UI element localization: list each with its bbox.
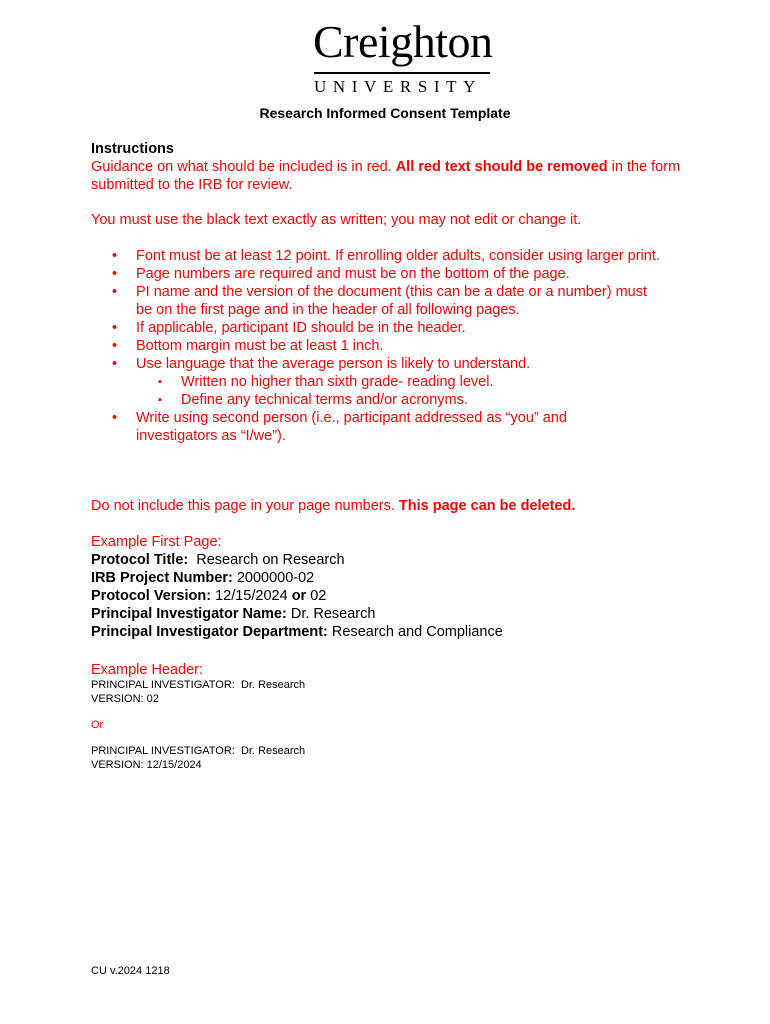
instructions-heading: Instructions (91, 141, 174, 157)
irb-number-label: IRB Project Number: (91, 570, 233, 586)
protocol-title-value: Research on Research (188, 552, 345, 568)
guidance-bullet-list (91, 247, 671, 445)
example-header-2 (91, 745, 305, 772)
bullet-item: • Bottom margin must be at least 1 inch. (91, 337, 671, 355)
page-note (91, 497, 691, 515)
logo-wordmark: Creighton (313, 16, 493, 67)
irb-number-line (91, 569, 691, 587)
example-header-heading: Example Header: (91, 662, 204, 678)
protocol-version-or: or (291, 588, 307, 604)
example-header-or: Or (91, 719, 104, 731)
header-pi-line: PRINCIPAL INVESTIGATOR: Dr. Research (91, 745, 306, 757)
page-note-emphasis: This page can be deleted. (398, 498, 576, 514)
sub-bullet-item: ▪ Define any technical terms and/or acronyms. (136, 391, 671, 409)
pi-name-value: Dr. Research (286, 606, 376, 622)
protocol-version-label: Protocol Version: (91, 588, 212, 604)
example-header-1 (91, 679, 305, 706)
page-note-text: Do not include this page in your page numbers. (91, 498, 399, 514)
bullet-item: • Write using second person (i.e., participant addressed as “you” and investigators as “I/we”). (91, 409, 671, 445)
guidance-emphasis: All red text should be removed (395, 159, 608, 175)
pi-department-label: Principal Investigator Department: (91, 624, 328, 640)
guidance-tail: in the form submitted to the IRB for review. (91, 159, 681, 193)
protocol-version-line (91, 587, 691, 605)
header-version-line: VERSION: 12/15/2024 (91, 758, 202, 771)
protocol-version-date: 12/15/2024 (211, 588, 292, 604)
pi-name-line (91, 605, 691, 623)
protocol-title-label: Protocol Title: (91, 552, 189, 568)
bullet-text: Use language that the average person is likely to understand. (136, 356, 531, 372)
header-pi-line: PRINCIPAL INVESTIGATOR: Dr. Research (91, 679, 306, 691)
footer-version: CU v.2024 1218 (91, 965, 170, 977)
sub-bullet-item: ▪ Written no higher than sixth grade- reading level. (136, 373, 671, 391)
bullet-item: • If applicable, participant ID should be in the header. (91, 319, 671, 337)
pi-department-value: Research and Compliance (327, 624, 503, 640)
black-text-note: You must use the black text exactly as written; you may not edit or change it. (91, 212, 582, 228)
irb-number-value: 2000000-02 (232, 570, 315, 586)
logo-subtitle: UNIVERSITY (314, 77, 482, 96)
logo-rule (314, 72, 490, 74)
header-version-line: VERSION: 02 (91, 692, 159, 705)
protocol-version-number: 02 (306, 588, 327, 604)
bullet-item (91, 355, 671, 409)
creighton-university-logo (300, 16, 500, 96)
example-first-page (91, 533, 691, 641)
guidance-text: Guidance on what should be included is in red. (91, 159, 396, 175)
bullet-item: • Page numbers are required and must be on the bottom of the page. (91, 265, 671, 283)
guidance-paragraph (91, 158, 691, 194)
instructions-block (91, 140, 691, 194)
example-first-page-heading: Example First Page: (91, 534, 222, 550)
document-title: Research Informed Consent Template (259, 105, 511, 121)
sub-bullet-list (136, 373, 671, 409)
pi-name-label: Principal Investigator Name: (91, 606, 287, 622)
bullet-item: • Font must be at least 12 point. If enrolling older adults, consider using larger print. (91, 247, 671, 265)
protocol-title-line (91, 551, 691, 569)
pi-department-line (91, 623, 691, 641)
bullet-item: • PI name and the version of the document (this can be a date or a number) must be on the first page and in the header of all following pages. (91, 283, 671, 319)
